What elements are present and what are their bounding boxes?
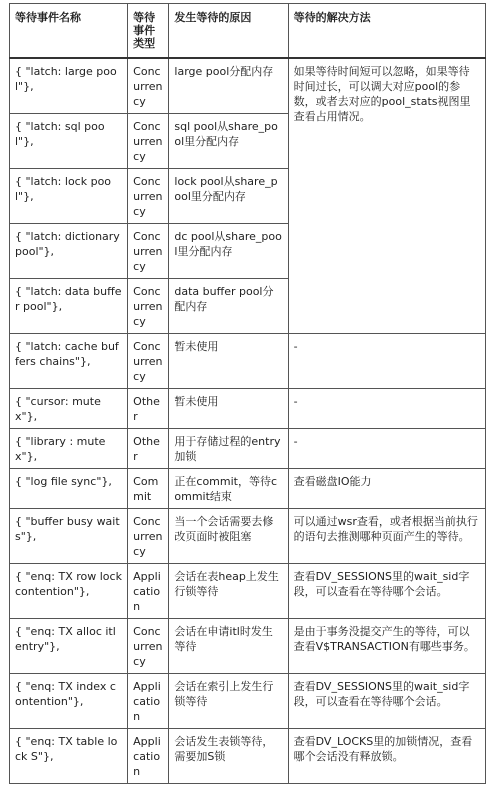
event-type-cell: Concurrency xyxy=(128,169,169,224)
solution-cell: 可以通过wsr查看，或者根据当前执行的语句去推测哪种页面产生的等待。 xyxy=(288,509,485,564)
event-name-cell: { "enq: TX table lock S"}, xyxy=(10,729,128,784)
event-name-cell: { "enq: TX row lock contention"}, xyxy=(10,564,128,619)
event-type-cell: Application xyxy=(128,674,169,729)
wait-reason-cell: 暂未使用 xyxy=(169,389,288,429)
event-type-cell: Concurrency xyxy=(128,619,169,674)
wait-reason-cell: 会话在表heap上发生行锁等待 xyxy=(169,564,288,619)
solution-cell: - xyxy=(288,334,485,389)
event-name-cell: { "latch: large pool"}, xyxy=(10,58,128,114)
table-row xyxy=(10,729,486,784)
solution-cell: 查看DV_SESSIONS里的wait_sid字段，可以查看在等待哪个会话。 xyxy=(288,674,485,729)
header-solution: 等待的解决方法 xyxy=(288,4,485,59)
wait-reason-cell: 会话在申请itl时发生等待 xyxy=(169,619,288,674)
header-event-name: 等待事件名称 xyxy=(10,4,128,59)
solution-cell: 查看DV_LOCKS里的加锁情况，查看哪个会话没有释放锁。 xyxy=(288,729,485,784)
table-row xyxy=(10,389,486,429)
event-name-cell: { "latch: sql pool"}, xyxy=(10,114,128,169)
wait-reason-cell: dc pool从share_pool里分配内存 xyxy=(169,224,288,279)
wait-reason-cell: 用于存储过程的entry加锁 xyxy=(169,429,288,469)
event-type-cell: Concurrency xyxy=(128,58,169,114)
wait-reason-cell: 会话发生表锁等待，需要加S锁 xyxy=(169,729,288,784)
table-row xyxy=(10,674,486,729)
table-row xyxy=(10,58,486,114)
wait-reason-cell: 会话在索引上发生行锁等待 xyxy=(169,674,288,729)
event-name-cell: { "enq: TX index contention"}, xyxy=(10,674,128,729)
wait-reason-cell: 暂未使用 xyxy=(169,334,288,389)
event-type-cell: Other xyxy=(128,389,169,429)
solution-cell: 查看磁盘IO能力 xyxy=(288,469,485,509)
wait-reason-cell: sql pool从share_pool里分配内存 xyxy=(169,114,288,169)
event-type-cell: Commit xyxy=(128,469,169,509)
header-event-type: 等待事件类型 xyxy=(128,4,169,59)
solution-cell: 是由于事务没提交产生的等待，可以查看V$TRANSACTION有哪些事务。 xyxy=(288,619,485,674)
event-name-cell: { "latch: dictionary pool"}, xyxy=(10,224,128,279)
table-row xyxy=(10,429,486,469)
event-type-cell: Concurrency xyxy=(128,509,169,564)
table-row xyxy=(10,469,486,509)
event-type-cell: Application xyxy=(128,729,169,784)
wait-reason-cell: 当一个会话需要去修改页面时被阻塞 xyxy=(169,509,288,564)
table-header-row xyxy=(10,4,486,59)
event-name-cell: { "latch: cache buffers chains"}, xyxy=(10,334,128,389)
event-name-cell: { "latch: data buffer pool"}, xyxy=(10,279,128,334)
solution-cell: - xyxy=(288,389,485,429)
wait-reason-cell: lock pool从share_pool里分配内存 xyxy=(169,169,288,224)
event-type-cell: Concurrency xyxy=(128,334,169,389)
table-row xyxy=(10,334,486,389)
solution-cell: 如果等待时间短可以忽略，如果等待时间过长，可以调大对应pool的参数，或者去对应的pool_stats视图里查看占用情况。 xyxy=(288,58,485,334)
table-row xyxy=(10,509,486,564)
wait-reason-cell: 正在commit，等待commit结束 xyxy=(169,469,288,509)
solution-cell: 查看DV_SESSIONS里的wait_sid字段，可以查看在等待哪个会话。 xyxy=(288,564,485,619)
table-row xyxy=(10,564,486,619)
event-type-cell: Concurrency xyxy=(128,279,169,334)
event-name-cell: { "log file sync"}, xyxy=(10,469,128,509)
event-name-cell: { "buffer busy waits"}, xyxy=(10,509,128,564)
event-name-cell: { "latch: lock pool"}, xyxy=(10,169,128,224)
event-name-cell: { "library : mutex"}, xyxy=(10,429,128,469)
header-wait-reason: 发生等待的原因 xyxy=(169,4,288,59)
wait-reason-cell: large pool分配内存 xyxy=(169,58,288,114)
event-type-cell: Concurrency xyxy=(128,224,169,279)
event-type-cell: Other xyxy=(128,429,169,469)
event-name-cell: { "cursor: mutex"}, xyxy=(10,389,128,429)
wait-events-table xyxy=(9,3,486,784)
solution-cell: - xyxy=(288,429,485,469)
event-type-cell: Concurrency xyxy=(128,114,169,169)
table-row xyxy=(10,619,486,674)
event-type-cell: Application xyxy=(128,564,169,619)
wait-reason-cell: data buffer pool分配内存 xyxy=(169,279,288,334)
event-name-cell: { "enq: TX alloc itl entry"}, xyxy=(10,619,128,674)
